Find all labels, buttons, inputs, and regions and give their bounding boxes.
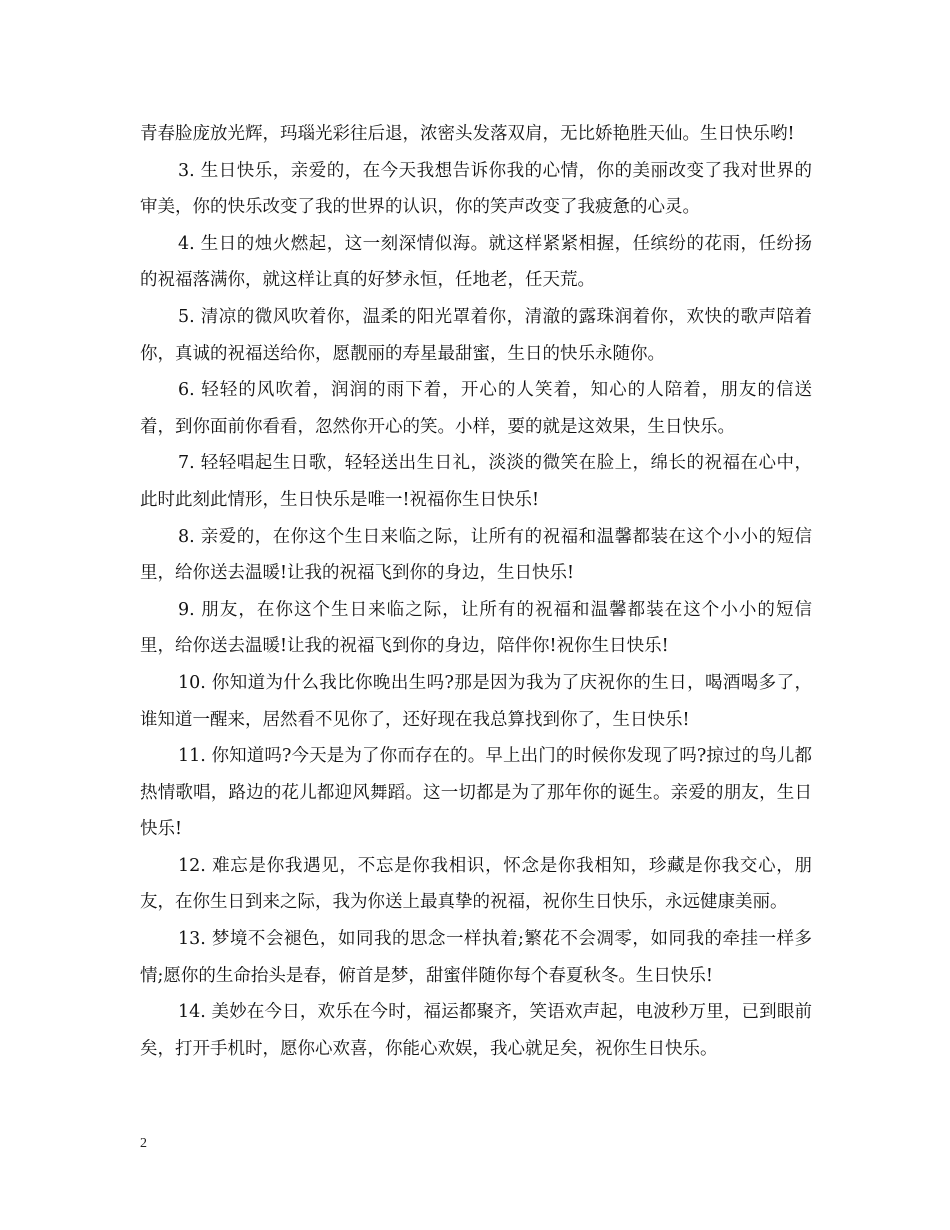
paragraph-item-7: 7. 轻轻唱起生日歌，轻轻送出生日礼，淡淡的微笑在脸上，绵长的祝福在心中，此时此刻此情形，生日快乐是唯一!祝福你生日快乐!	[140, 453, 812, 510]
paragraph-item-9: 9. 朋友，在你这个生日来临之际，让所有的祝福和温馨都装在这个小小的短信里，给你送去温暖!让我的祝福飞到你的身边，陪伴你!祝你生日快乐!	[140, 599, 812, 657]
paragraph-item-10: 10. 你知道为什么我比你晚出生吗?那是因为我为了庆祝你的生日，喝酒喝多了，谁知道一醒来，居然看不见你了，还好现在我总算找到你了，生日快乐!	[140, 672, 812, 730]
paragraph-item-3: 3. 生日快乐，亲爱的，在今天我想告诉你我的心情，你的美丽改变了我对世界的审美，你的快乐改变了我的世界的认识，你的笑声改变了我疲惫的心灵。	[140, 160, 812, 218]
paragraph-item-12: 12. 难忘是你我遇见，不忘是你我相识，怀念是你我相知，珍藏是你我交心，朋友，在你生日到来之际，我为你送上最真挚的祝福，祝你生日快乐，永远健康美丽。	[140, 855, 812, 913]
paragraph-item-4: 4. 生日的烛火燃起，这一刻深情似海。就这样紧紧相握，任缤纷的花雨，任纷扬的祝福落满你，就这样让真的好梦永恒，任地老，任天荒。	[140, 233, 812, 291]
paragraph-item-6: 6. 轻轻的风吹着，润润的雨下着，开心的人笑着，知心的人陪着，朋友的信送着，到你面前你看看，忽然你开心的笑。小样，要的就是这效果，生日快乐。	[140, 380, 812, 437]
paragraph-item-11: 11. 你知道吗?今天是为了你而存在的。早上出门的时候你发现了吗?掠过的鸟儿都热情歌唱，路边的花儿都迎风舞蹈。这一切都是为了那年你的诞生。亲爱的朋友，生日快乐!	[140, 746, 812, 840]
paragraph-item-5: 5. 清凉的微风吹着你，温柔的阳光罩着你，清澈的露珠润着你，欢快的歌声陪着你，真诚的祝福送给你，愿靓丽的寿星最甜蜜，生日的快乐永随你。	[140, 306, 812, 364]
paragraph-item-14: 14. 美妙在今日，欢乐在今时，福运都聚齐，笑语欢声起，电波秒万里，已到眼前矣，打开手机时，愿你心欢喜，你能心欢娱，我心就足矣，祝你生日快乐。	[140, 1002, 812, 1059]
page-number: 2	[140, 1136, 147, 1151]
paragraph-continuation: 青春脸庞放光辉，玛瑙光彩往后退，浓密头发落双肩，无比娇艳胜天仙。生日快乐哟!	[140, 124, 795, 144]
paragraph-item-13: 13. 梦境不会褪色，如同我的思念一样执着;繁花不会凋零，如同我的牵挂一样多情;愿你的生命抬头是春，俯首是梦，甜蜜伴随你每个春夏秋冬。生日快乐!	[140, 929, 812, 986]
paragraph-item-8: 8. 亲爱的，在你这个生日来临之际，让所有的祝福和温馨都装在这个小小的短信里，给你送去温暖!让我的祝福飞到你的身边，生日快乐!	[140, 526, 812, 584]
document-body	[140, 116, 812, 1067]
